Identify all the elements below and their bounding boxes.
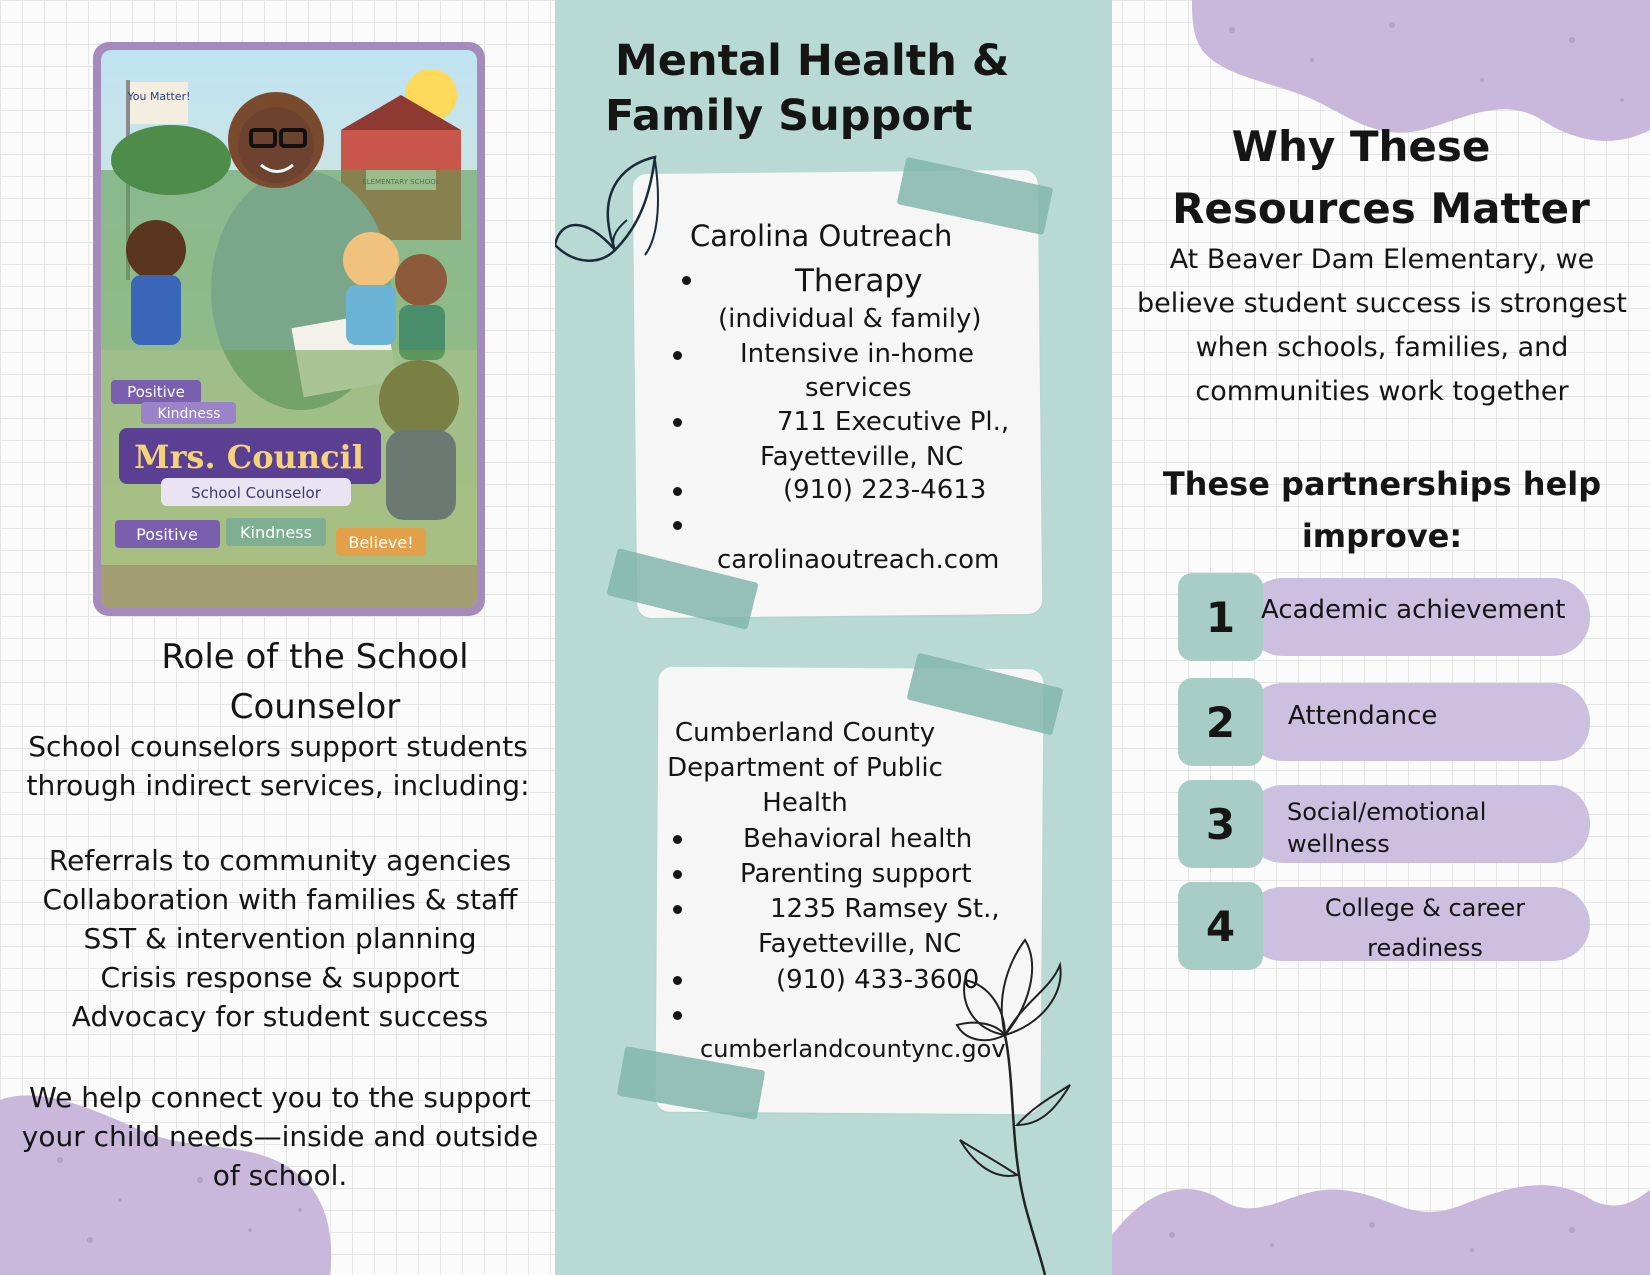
list-item-label: Social/emotional wellness: [1287, 798, 1487, 858]
card1-website[interactable]: carolinaoutreach.com: [717, 545, 1000, 575]
why-title-line-1: Why These: [1231, 122, 1491, 171]
ribbon-positive-top: Positive: [127, 383, 185, 401]
card2-name-line3: Health: [762, 788, 848, 818]
list-number: 4: [1178, 882, 1263, 970]
services-list: [0, 841, 560, 1036]
why-title-line-2: Resources Matter: [1172, 184, 1590, 233]
card1-inhome-2: services: [805, 373, 912, 403]
bullet-dot: [673, 905, 682, 914]
partnerships-title: These partnerships help improve:: [1162, 465, 1602, 555]
banner-name: Mrs. Council: [134, 438, 364, 476]
left-panel: [0, 0, 555, 1275]
list-item-label: Attendance: [1288, 701, 1438, 731]
flower-icon: [955, 935, 1095, 1275]
bullet-dot: [682, 276, 691, 285]
why-text: At Beaver Dam Elementary, we believe student success is strongest when schools, families, and communities work together: [1137, 244, 1627, 407]
card2-website[interactable]: cumberlandcountync.gov: [700, 1035, 1006, 1063]
purple-blob-bottom-right: [1112, 1165, 1650, 1275]
ribbon-kindness-top: Kindness: [157, 406, 221, 422]
card2-phone: (910) 433-3600: [776, 965, 980, 995]
bullet-dot: [673, 418, 682, 427]
list-number: 2: [1178, 678, 1263, 766]
card2-parenting: Parenting support: [740, 859, 972, 889]
bullet-dot: [673, 487, 682, 496]
ribbon-kindness-bottom: Kindness: [240, 523, 312, 542]
why-title: [1112, 116, 1650, 240]
card2-city: Fayetteville, NC: [758, 929, 962, 959]
card2-name-line1: Cumberland County: [674, 718, 936, 748]
list-item: Advocacy for student success: [71, 1000, 489, 1033]
list-item: Referrals to community agencies: [48, 844, 512, 877]
bullet-dot: [673, 835, 682, 844]
ribbon-positive-bottom: Positive: [136, 525, 198, 544]
title-line-2: Family Support: [605, 91, 973, 141]
list-number: 1: [1178, 573, 1263, 661]
list-item: Crisis response & support: [100, 961, 460, 994]
card1-phone: (910) 223-4613: [783, 475, 987, 505]
bullet-dot: [673, 1011, 682, 1020]
role-intro: School counselors support students through indirect services, including:: [26, 730, 530, 802]
middle-panel: [555, 0, 1112, 1275]
card1-name: Carolina Outreach: [690, 219, 953, 253]
card1-therapy: Therapy: [795, 263, 923, 299]
flag-text: You Matter!: [127, 90, 191, 103]
card1-city: Fayetteville, NC: [760, 442, 964, 472]
page-title: [605, 34, 1085, 144]
counselor-illustration-art: [101, 50, 477, 608]
card2-name-line2: Department of Public: [667, 753, 943, 783]
card1-inhome: Intensive in-home: [740, 339, 975, 369]
list-item-label: Academic achievement: [1261, 595, 1566, 625]
card2-behavioral: Behavioral health: [743, 824, 973, 854]
bullet-dot: [673, 351, 682, 360]
card1-address: 711 Executive Pl.,: [777, 407, 1010, 437]
bullet-dot: [673, 870, 682, 879]
banner-sub: School Counselor: [191, 484, 321, 502]
list-number: 3: [1178, 780, 1263, 868]
title-line-1: Mental Health &: [615, 36, 1010, 86]
counselor-illustration: [93, 42, 485, 616]
list-item-label: College & career readiness: [1324, 894, 1526, 962]
bullet-dot: [673, 976, 682, 985]
connect-text: We help connect you to the support your child needs—inside and outside of school.: [21, 1081, 539, 1192]
role-title: Role of the School Counselor: [161, 637, 469, 727]
ribbon-believe: Believe!: [348, 533, 414, 552]
butterfly-icon: [555, 155, 675, 285]
card1-therapy-detail: (individual & family): [718, 304, 982, 334]
list-item: SST & intervention planning: [83, 922, 477, 955]
card2-address: 1235 Ramsey St.,: [770, 894, 1000, 924]
bullet-dot: [673, 521, 682, 530]
list-item: Collaboration with families & staff: [42, 883, 518, 916]
